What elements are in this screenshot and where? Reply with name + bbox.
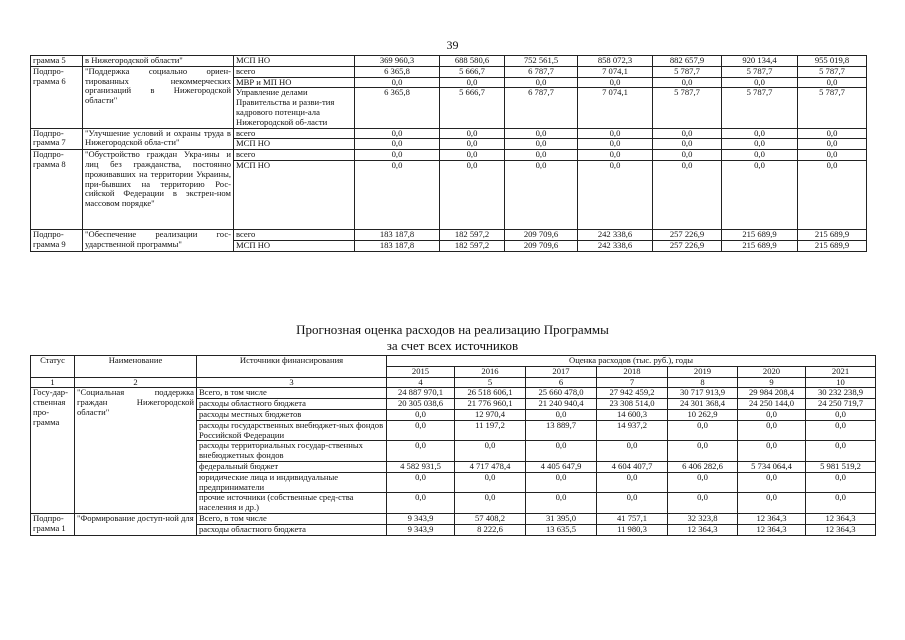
source-cell: Всего, в том числе (197, 388, 387, 399)
value-cell: 882 657,9 (653, 56, 722, 67)
value-cell: 9 343,9 (387, 513, 455, 524)
column-number-row (31, 377, 876, 388)
value-cell: 25 660 478,0 (526, 388, 597, 399)
column-header-status: Статус (31, 356, 75, 378)
value-cell: 5 787,7 (798, 66, 867, 77)
value-cell: 0,0 (738, 420, 806, 441)
source-cell: всего (234, 150, 355, 161)
value-cell: 5 666,7 (440, 88, 505, 128)
value-cell: 0,0 (722, 128, 798, 139)
value-cell: 0,0 (505, 77, 578, 88)
value-cell: 0,0 (455, 493, 526, 514)
value-cell: 5 787,7 (798, 88, 867, 128)
value-cell: 0,0 (355, 160, 440, 229)
value-cell: 752 561,5 (505, 56, 578, 67)
value-cell: 0,0 (597, 441, 668, 462)
value-cell: 0,0 (578, 150, 653, 161)
value-cell: 0,0 (440, 77, 505, 88)
value-cell: 4 604 407,7 (597, 461, 668, 472)
source-cell: расходы территориальных государ-ственных внебюджетных фондов (197, 441, 387, 462)
source-cell: Управление делами Правительства и разви-тия кадрового потенци-ала Нижегородской об-ласти (234, 88, 355, 128)
value-cell: 0,0 (738, 441, 806, 462)
value-cell: 0,0 (505, 139, 578, 150)
value-cell: 955 019,8 (798, 56, 867, 67)
year-header: 2016 (455, 366, 526, 377)
source-cell: расходы областного бюджета (197, 524, 387, 535)
column-number: 9 (738, 377, 806, 388)
table-row (31, 128, 867, 139)
value-cell: 32 323,8 (668, 513, 738, 524)
value-cell: 858 072,3 (578, 56, 653, 67)
value-cell: 0,0 (668, 493, 738, 514)
source-cell: всего (234, 229, 355, 240)
value-cell: 0,0 (578, 128, 653, 139)
value-cell: 11 980,3 (597, 524, 668, 535)
value-cell: 21 240 940,4 (526, 399, 597, 410)
value-cell: 12 970,4 (455, 409, 526, 420)
value-cell: 14 937,2 (597, 420, 668, 441)
value-cell: 215 689,9 (722, 229, 798, 240)
value-cell: 5 787,7 (653, 88, 722, 128)
value-cell: 0,0 (578, 160, 653, 229)
value-cell: 30 232 238,9 (806, 388, 876, 399)
value-cell: 0,0 (738, 409, 806, 420)
value-cell: 182 597,2 (440, 240, 505, 251)
value-cell: 0,0 (387, 420, 455, 441)
value-cell: 4 582 931,5 (387, 461, 455, 472)
value-cell: 4 405 647,9 (526, 461, 597, 472)
source-cell: федеральный бюджет (197, 461, 387, 472)
value-cell: 5 787,7 (722, 88, 798, 128)
status-cell: Подпро-грамма 8 (31, 150, 83, 230)
value-cell: 9 343,9 (387, 524, 455, 535)
year-header: 2018 (597, 366, 668, 377)
column-number: 7 (597, 377, 668, 388)
value-cell: 0,0 (387, 409, 455, 420)
source-cell: всего (234, 128, 355, 139)
source-cell: прочие источники (собственные сред-ства населения и др.) (197, 493, 387, 514)
year-header: 2017 (526, 366, 597, 377)
value-cell: 29 984 208,4 (738, 388, 806, 399)
value-cell: 0,0 (455, 441, 526, 462)
status-cell: грамма 5 (31, 56, 83, 67)
value-cell: 257 226,9 (653, 229, 722, 240)
value-cell: 57 408,2 (455, 513, 526, 524)
source-cell: МВР и МП НО (234, 77, 355, 88)
value-cell: 41 757,1 (597, 513, 668, 524)
value-cell: 11 197,2 (455, 420, 526, 441)
value-cell: 0,0 (440, 128, 505, 139)
value-cell: 7 074,1 (578, 88, 653, 128)
value-cell: 10 262,9 (668, 409, 738, 420)
value-cell: 12 364,3 (738, 524, 806, 535)
value-cell: 12 364,3 (668, 524, 738, 535)
value-cell: 23 308 514,0 (597, 399, 668, 410)
value-cell: 5 787,7 (722, 66, 798, 77)
value-cell: 0,0 (806, 472, 876, 493)
value-cell: 0,0 (440, 139, 505, 150)
value-cell: 4 717 478,4 (455, 461, 526, 472)
value-cell: 0,0 (526, 409, 597, 420)
value-cell: 0,0 (806, 420, 876, 441)
source-cell: МСП НО (234, 160, 355, 229)
source-cell: расходы областного бюджета (197, 399, 387, 410)
value-cell: 12 364,3 (738, 513, 806, 524)
value-cell: 209 709,6 (505, 240, 578, 251)
name-cell: "Формирование доступ-ной для (75, 513, 197, 535)
value-cell: 0,0 (798, 150, 867, 161)
column-number: 2 (75, 377, 197, 388)
name-cell: "Улучшение условий и охраны труда в Нижегородской обла-сти" (83, 128, 234, 150)
source-cell: Всего, в том числе (197, 513, 387, 524)
value-cell: 21 776 960,1 (455, 399, 526, 410)
value-cell: 688 580,6 (440, 56, 505, 67)
name-cell: "Поддержка социально ориен-тированных некоммерческих организаций в Нижегородской области" (83, 66, 234, 128)
value-cell: 20 305 038,6 (387, 399, 455, 410)
section-subheading: за счет всех источников (386, 338, 519, 353)
value-cell: 0,0 (798, 77, 867, 88)
value-cell: 0,0 (526, 493, 597, 514)
value-cell: 0,0 (668, 472, 738, 493)
value-cell: 0,0 (387, 493, 455, 514)
value-cell: 31 395,0 (526, 513, 597, 524)
column-number: 4 (387, 377, 455, 388)
value-cell: 0,0 (806, 441, 876, 462)
subprogram-table-continued (30, 55, 867, 252)
column-header-sources: Источники финансирования (197, 356, 387, 378)
status-cell: Подпро-грамма 9 (31, 229, 83, 251)
value-cell: 5 666,7 (440, 66, 505, 77)
value-cell: 0,0 (738, 493, 806, 514)
name-cell: "Обеспечение реализации гос-ударственной программы" (83, 229, 234, 251)
status-cell: Подпро-грамма 1 (31, 513, 75, 535)
value-cell: 0,0 (597, 472, 668, 493)
value-cell: 0,0 (798, 139, 867, 150)
value-cell: 0,0 (798, 128, 867, 139)
value-cell: 0,0 (653, 128, 722, 139)
value-cell: 6 365,8 (355, 88, 440, 128)
value-cell: 0,0 (806, 493, 876, 514)
value-cell: 0,0 (722, 77, 798, 88)
value-cell: 242 338,6 (578, 229, 653, 240)
value-cell: 24 250 719,7 (806, 399, 876, 410)
year-header: 2020 (738, 366, 806, 377)
value-cell: 30 717 913,9 (668, 388, 738, 399)
column-number: 1 (31, 377, 75, 388)
value-cell: 0,0 (597, 493, 668, 514)
value-cell: 5 734 064,4 (738, 461, 806, 472)
column-number: 6 (526, 377, 597, 388)
value-cell: 12 364,3 (806, 513, 876, 524)
year-header: 2019 (668, 366, 738, 377)
source-cell: МСП НО (234, 56, 355, 67)
value-cell: 0,0 (355, 77, 440, 88)
value-cell: 24 250 144,0 (738, 399, 806, 410)
name-cell: "Социальная поддержка граждан Нижегородской области" (75, 388, 197, 514)
status-cell: Подпро-грамма 7 (31, 128, 83, 150)
value-cell: 0,0 (653, 139, 722, 150)
value-cell: 7 074,1 (578, 66, 653, 77)
column-header-estimate: Оценка расходов (тыс. руб.), годы (387, 356, 876, 367)
value-cell: 27 942 459,2 (597, 388, 668, 399)
value-cell: 0,0 (668, 420, 738, 441)
value-cell: 26 518 606,1 (455, 388, 526, 399)
value-cell: 0,0 (722, 139, 798, 150)
value-cell: 0,0 (653, 150, 722, 161)
page-number: 39 (446, 38, 459, 52)
table-row (31, 513, 876, 524)
value-cell: 0,0 (653, 160, 722, 229)
status-cell: Госу-дар-ственная про-грамма (31, 388, 75, 514)
value-cell: 14 600,3 (597, 409, 668, 420)
value-cell: 0,0 (505, 160, 578, 229)
source-cell: МСП НО (234, 139, 355, 150)
name-cell: "Обустройство граждан Укра-ины и лиц без гражданства, постоянно проживавших на территории Украины, при-бывших на территорию Рос-сийской Федерации в экстрен-ном массовом порядке" (83, 150, 234, 230)
section-heading: Прогнозная оценка расходов на реализацию Программы (296, 322, 609, 337)
value-cell: 0,0 (653, 77, 722, 88)
value-cell: 8 222,6 (455, 524, 526, 535)
year-header: 2015 (387, 366, 455, 377)
value-cell: 5 981 519,2 (806, 461, 876, 472)
name-cell: в Нижегородской области" (83, 56, 234, 67)
column-number: 3 (197, 377, 387, 388)
value-cell: 24 887 970,1 (387, 388, 455, 399)
value-cell: 920 134,4 (722, 56, 798, 67)
value-cell: 0,0 (505, 150, 578, 161)
value-cell: 0,0 (798, 160, 867, 229)
value-cell: 0,0 (526, 472, 597, 493)
value-cell: 0,0 (440, 150, 505, 161)
value-cell: 0,0 (440, 160, 505, 229)
value-cell: 0,0 (526, 441, 597, 462)
value-cell: 209 709,6 (505, 229, 578, 240)
forecast-expenses-table (30, 355, 876, 536)
value-cell: 0,0 (578, 139, 653, 150)
table-row (31, 66, 867, 77)
value-cell: 257 226,9 (653, 240, 722, 251)
value-cell: 6 406 282,6 (668, 461, 738, 472)
source-cell: МСП НО (234, 240, 355, 251)
value-cell: 0,0 (806, 409, 876, 420)
value-cell: 0,0 (355, 150, 440, 161)
column-header-name: Наименование (75, 356, 197, 378)
value-cell: 183 187,8 (355, 240, 440, 251)
value-cell: 0,0 (455, 472, 526, 493)
table-row (31, 388, 876, 399)
value-cell: 215 689,9 (798, 240, 867, 251)
value-cell: 5 787,7 (653, 66, 722, 77)
status-cell: Подпро-грамма 6 (31, 66, 83, 128)
value-cell: 13 889,7 (526, 420, 597, 441)
source-cell: всего (234, 66, 355, 77)
value-cell: 0,0 (668, 441, 738, 462)
value-cell: 215 689,9 (722, 240, 798, 251)
value-cell: 183 187,8 (355, 229, 440, 240)
table-row (31, 56, 867, 67)
value-cell: 6 365,8 (355, 66, 440, 77)
year-header: 2021 (806, 366, 876, 377)
value-cell: 182 597,2 (440, 229, 505, 240)
value-cell: 0,0 (722, 150, 798, 161)
header-row (31, 356, 876, 367)
value-cell: 369 960,3 (355, 56, 440, 67)
value-cell: 215 689,9 (798, 229, 867, 240)
column-number: 5 (455, 377, 526, 388)
source-cell: расходы государственных внебюджет-ных фондов Российской Федерации (197, 420, 387, 441)
column-number: 8 (668, 377, 738, 388)
value-cell: 13 635,5 (526, 524, 597, 535)
value-cell: 6 787,7 (505, 66, 578, 77)
value-cell: 242 338,6 (578, 240, 653, 251)
source-cell: расходы местных бюджетов (197, 409, 387, 420)
value-cell: 0,0 (505, 128, 578, 139)
value-cell: 0,0 (387, 441, 455, 462)
column-number: 10 (806, 377, 876, 388)
value-cell: 0,0 (355, 128, 440, 139)
value-cell: 12 364,3 (806, 524, 876, 535)
source-cell: юридические лица и индивидуальные предприниматели (197, 472, 387, 493)
value-cell: 0,0 (578, 77, 653, 88)
value-cell: 0,0 (387, 472, 455, 493)
value-cell: 0,0 (738, 472, 806, 493)
value-cell: 24 301 368,4 (668, 399, 738, 410)
value-cell: 6 787,7 (505, 88, 578, 128)
value-cell: 0,0 (722, 160, 798, 229)
value-cell: 0,0 (355, 139, 440, 150)
table-row (31, 150, 867, 161)
table-row (31, 229, 867, 240)
